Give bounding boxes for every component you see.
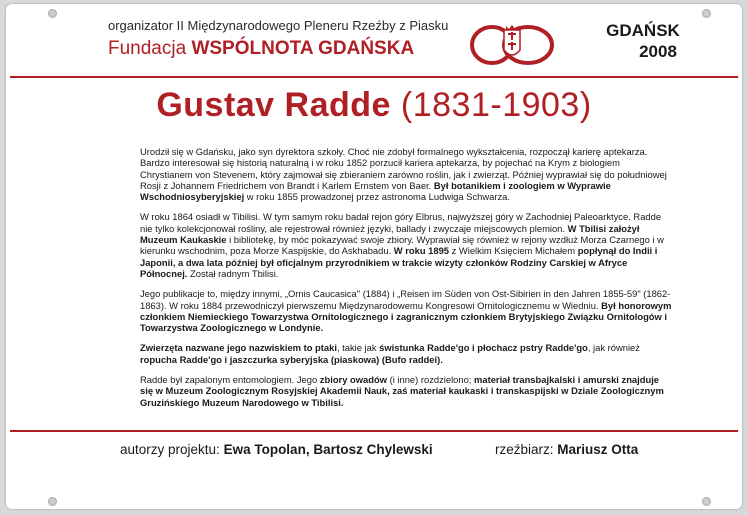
foundation-prefix: Fundacja (108, 38, 192, 59)
text-segment: Był honorowym członkiem Niemieckiego Towarzystwa Ornitologicznego i zagranicznym członkiem Brytyjskiego Związku Ornitologów i Towarzystwa Zoologicznego w Londynie. (140, 299, 672, 334)
text-segment: Zwierzęta nazwane jego nazwiskiem to ptaki (140, 342, 337, 354)
mount-hole-bottom-left (48, 497, 57, 506)
sculptor-credit (495, 442, 638, 457)
text-segment: W Tbilisi założył Muzeum Kaukaskie (140, 222, 640, 246)
text-segment: W roku 1895 (393, 245, 450, 257)
text-segment: ropucha Radde'go i jaszczurka syberyjska (piaskowa) (Bufo raddei). (140, 353, 443, 365)
sculptor-name: Mariusz Otta (557, 442, 639, 457)
biography-paragraph (140, 374, 672, 408)
text-segment: , jak również (587, 342, 640, 354)
city-name: GDAŃSK (606, 21, 680, 40)
text-segment: Był botanikiem i zoologiem w Wyprawie Wschodniosyberyjskiej (140, 179, 611, 203)
mount-hole-top-left (48, 9, 57, 18)
biography-paragraph (140, 342, 672, 365)
title-years: (1831-1903) (400, 86, 592, 124)
authors-credit (120, 442, 433, 457)
year: 2008 (639, 42, 677, 61)
sculptor-label: rzeźbiarz: (495, 442, 558, 457)
authors-label: autorzy projektu: (120, 442, 224, 457)
page-title (0, 86, 748, 125)
biography-paragraph (140, 146, 672, 202)
mount-hole-top-right (702, 9, 711, 18)
text-segment: Urodził się w Gdańsku, jako syn dyrektora szkoły. Choć nie zdobył formalnego wykształcenia, rozpoczął karierę aptekarza. Bardzo interesował się historią naturalną i w roku 1852 porzucił kariera aptekarza, by pojechać na Krym z biologiem Chrystianem von Stevenem, który zajmował się zbieraniem zarówno roślin, jak i zwierząt. Później wyprawiał się do południowej Rosji z Johannem Friedrichem von Brandt i Karlem Ernstem von Baer. (140, 146, 667, 191)
authors-names: Ewa Topolan, Bartosz Chylewski (223, 442, 433, 457)
text-segment: w roku 1855 prowadzonej przez astronoma Ludwiga Schwarza. (244, 191, 510, 203)
text-segment: Jego publikacje to, między innymi, „Ornis Caucasica" (1884) i „Reisen im Süden von Ost-Sibirien in den Jahren 1855-59" (1862-1863). W roku 1884 przewodniczył pierwszemu Międzynarodowemu Kongresowi Ornitologicznemu w Wiedniu. (140, 288, 671, 311)
biography-paragraph (140, 288, 672, 333)
text-segment: i bibliotekę, by móc pokazywać swoje zbiory. Wyprawiał się również w rejony wzdłuż Morza Czarnego i w kierunku wschodnim, poza Morze Kaspijskie, do Askhabadu. (140, 234, 664, 257)
text-segment: , takie jak (336, 342, 380, 354)
text-segment: zbiory owadów (319, 374, 387, 386)
title-name: Gustav Radde (156, 86, 391, 124)
text-segment: Radde był zapalonym entomologiem. Jego (140, 374, 320, 386)
text-segment: z Wielkim Księciem Michałem (449, 245, 578, 257)
mount-hole-bottom-right (702, 497, 711, 506)
text-segment: W roku 1864 osiadł w Tibilisi. W tym samym roku badał rejon góry Elbrus, najwyższej góry w Zachodniej Paleoarktyce. Radde nie tylko kolekcjonował rośliny, ale rejestrował również języki, ballady i zwyczaje miejscowych plemion. (140, 211, 662, 234)
text-segment: materiał transbajkalski i amurski znajduje się w Muzeum Zoologicznym Rosyjskiej Akademii Nauk, zaś materiał kaukaski i transkaspijski w Dziale Zoologicznym Gruzińskiego Muzeum Narodowego w Tibilisi. (140, 374, 664, 408)
divider-bottom (10, 430, 738, 432)
biography-paragraph (140, 211, 672, 279)
text-segment: Został radnym Tbilisi. (187, 267, 279, 279)
organizer-text: organizator II Międzynarodowego Pleneru Rzeźby z Piasku (108, 18, 449, 33)
biography-text (140, 146, 672, 417)
foundation-logo (468, 20, 558, 70)
divider-top (10, 76, 738, 78)
foundation-title: WSPÓLNOTA GDAŃSKA (191, 38, 415, 59)
city-year-block (578, 20, 708, 62)
text-segment: (i inne) rozdzielono; (387, 374, 475, 386)
text-segment: świstunka Radde'go i płochacz pstry Radde'go (379, 342, 588, 354)
foundation-name (108, 38, 414, 60)
text-segment: popłynął do Indii i Japonii, a dwa lata później był oficjalnym przyrodnikiem w trakcie wizyty członków Rodziny Carskiej w Afryce Północnej. (140, 245, 658, 279)
